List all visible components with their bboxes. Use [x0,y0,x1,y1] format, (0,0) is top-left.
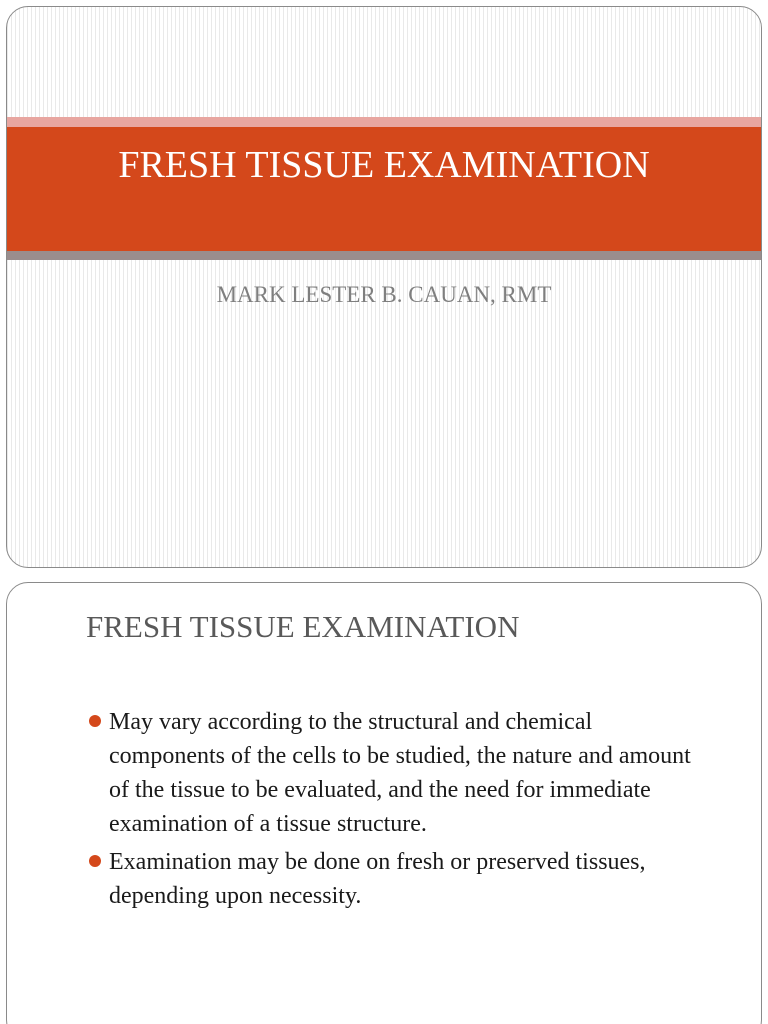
slide-title: FRESH TISSUE EXAMINATION [118,144,650,186]
bullet-item [89,845,709,913]
title-slide [6,6,762,568]
slide-heading: FRESH TISSUE EXAMINATION [86,609,520,644]
bullet-item [89,705,709,841]
bullet-list [89,705,709,917]
content-slide [6,582,762,1024]
title-band-bottom-stripe [7,251,761,260]
bullet-text: May vary according to the structural and chemical components of the cells to be studied, the nature and amount of the tissue to be evaluated, and the need for immediate examination of a tissue structure. [109,709,691,837]
slide-subtitle-author: MARK LESTER B. CAUAN, RMT [216,282,552,307]
bullet-text: Examination may be done on fresh or preserved tissues, depending upon necessity. [109,849,646,909]
title-band-top-stripe [7,117,761,127]
bullet-icon [89,715,101,727]
bullet-icon [89,855,101,867]
